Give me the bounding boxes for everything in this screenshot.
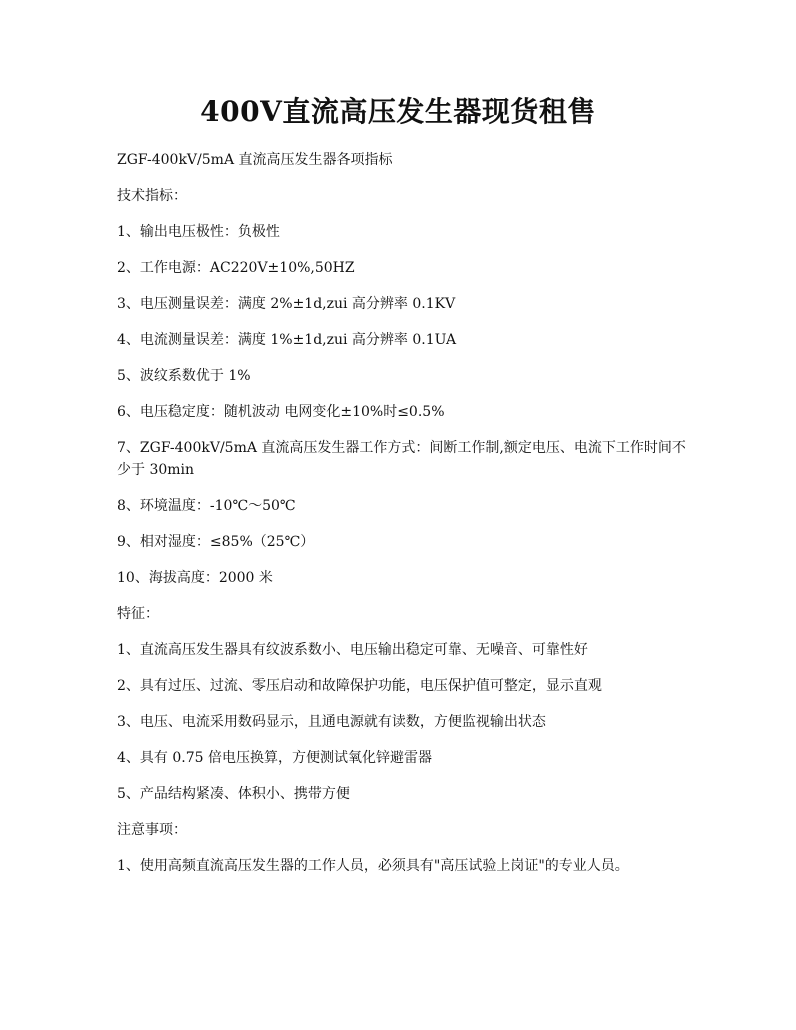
- feature-item: 4、具有 0.75 倍电压换算，方便测试氧化锌避雷器: [117, 750, 432, 766]
- spec-item: 8、环境温度：-10℃～50℃: [117, 498, 296, 514]
- spec-item: 10、海拔高度：2000 米: [117, 570, 273, 586]
- section-heading-tech-specs: 技术指标：: [117, 188, 187, 204]
- document-body: [117, 149, 687, 891]
- spec-item: 6、电压稳定度：随机波动 电网变化±10%时≤0.5%: [117, 404, 445, 420]
- feature-item: 1、直流高压发生器具有纹波系数小、电压输出稳定可靠、无噪音、可靠性好: [117, 642, 588, 658]
- paragraph-intro: ZGF-400kV/5mA 直流高压发生器各项指标: [117, 152, 393, 168]
- feature-item: 3、电压、电流采用数码显示，且通电源就有读数，方便监视输出状态: [117, 714, 546, 730]
- note-item: 1、使用高频直流高压发生器的工作人员，必须具有"高压试验上岗证"的专业人员。: [117, 858, 629, 874]
- spec-item: 3、电压测量误差：满度 2%±1d,zui 高分辨率 0.1KV: [117, 296, 456, 312]
- spec-item: 7、ZGF-400kV/5mA 直流高压发生器工作方式：间断工作制,额定电压、电流下工作时间不少于 30min: [117, 440, 686, 478]
- spec-item: 5、波纹系数优于 1%: [117, 368, 251, 384]
- spec-item: 4、电流测量误差：满度 1%±1d,zui 高分辨率 0.1UA: [117, 332, 457, 348]
- feature-item: 5、产品结构紧凑、体积小、携带方便: [117, 786, 350, 802]
- spec-item: 2、工作电源：AC220V±10%,50HZ: [117, 260, 355, 276]
- document-title: 400V直流高压发生器现货租售: [200, 95, 596, 128]
- section-heading-notes: 注意事项：: [117, 822, 187, 838]
- section-heading-features: 特征：: [117, 606, 159, 622]
- feature-item: 2、具有过压、过流、零压启动和故障保护功能，电压保护值可整定，显示直观: [117, 678, 602, 694]
- spec-item: 9、相对湿度：≤85%（25℃）: [117, 534, 315, 550]
- spec-item: 1、输出电压极性：负极性: [117, 224, 280, 240]
